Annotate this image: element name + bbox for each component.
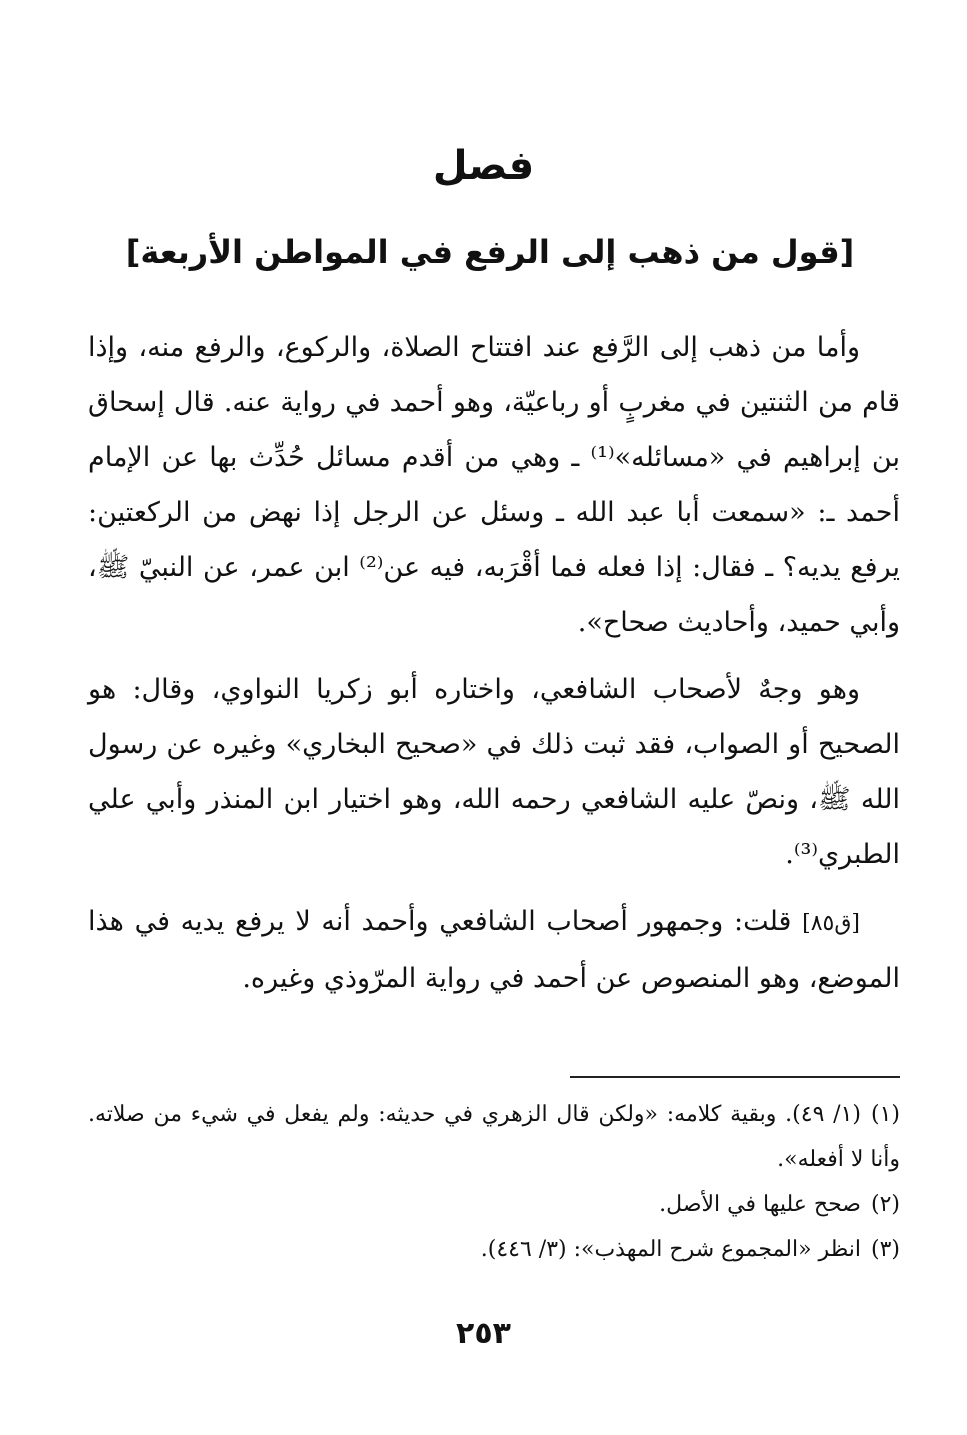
chapter-title: فصل [432, 143, 535, 189]
footnote-1 [88, 1092, 900, 1182]
paragraph-3 [88, 894, 900, 1006]
paragraph-2 [88, 662, 900, 882]
paragraph-text: وأما من ذهب إلى الرَّفع عند افتتاح الصلاة، والركوع، والرفع منه، وإذا قام من الثنتين في مغربٍ أو رباعيّة، وهو أحمد في رواية عنه. قال إسحاق بن إبراهيم في «مسائله»⁽¹⁾ ـ وهي من أقدم مسائل حُدِّث بها عن الإمام أحمد ـ: «سمعت أبا عبد الله ـ وسئل عن الرجل إذا نهض من الركعتين: يرفع يديه؟ ـ فقال: إذا فعله فما أقْرَبه، فيه عن⁽²⁾ ابن عمر، عن النبيّ ﷺ، وأبي حميد، وأحاديث صحاح». [88, 332, 901, 638]
footnotes [88, 1092, 900, 1272]
paragraph-text: قلت: وجمهور أصحاب الشافعي وأحمد أنه لا يرفع يديه في هذا الموضع، وهو المنصوص عن أحمد في رواية المرّوذي وغيره. [88, 906, 900, 994]
body-text [88, 320, 900, 1018]
section-heading: [قول من ذهب إلى الرفع في المواطن الأربعة] [125, 233, 855, 271]
paragraph-1 [88, 320, 900, 650]
footnote-2 [88, 1182, 900, 1227]
footnote-divider [570, 1076, 900, 1078]
page-number: ٢٥٣ [456, 1316, 511, 1351]
footnote-number: (١) [871, 1102, 901, 1127]
footnote-number: (٢) [870, 1192, 900, 1217]
footnote-text: (١/ ٤٩). وبقية كلامه: «ولكن قال الزهري في حديثه: ولم يفعل في شيء من صلاته. وأنا لا أفعله». [88, 1102, 900, 1172]
footnote-text: انظر «المجموع شرح المهذب»: (٣/ ٤٤٦). [480, 1237, 861, 1262]
paragraph-text: وهو وجهٌ لأصحاب الشافعي، واختاره أبو زكريا النواوي، وقال: هو الصحيح أو الصواب، فقد ثبت ذلك في «صحيح البخاري» وغيره عن رسول الله ﷺ، ونصّ عليه الشافعي رحمه الله، وهو اختيار ابن المنذر وأبي علي الطبري⁽³⁾. [88, 674, 900, 870]
footnote-text: صحح عليها في الأصل. [659, 1192, 861, 1217]
footnote-3 [88, 1227, 900, 1272]
footnote-number: (٣) [870, 1237, 900, 1262]
manuscript-folio-marker: [ق٨٥] [802, 911, 860, 936]
